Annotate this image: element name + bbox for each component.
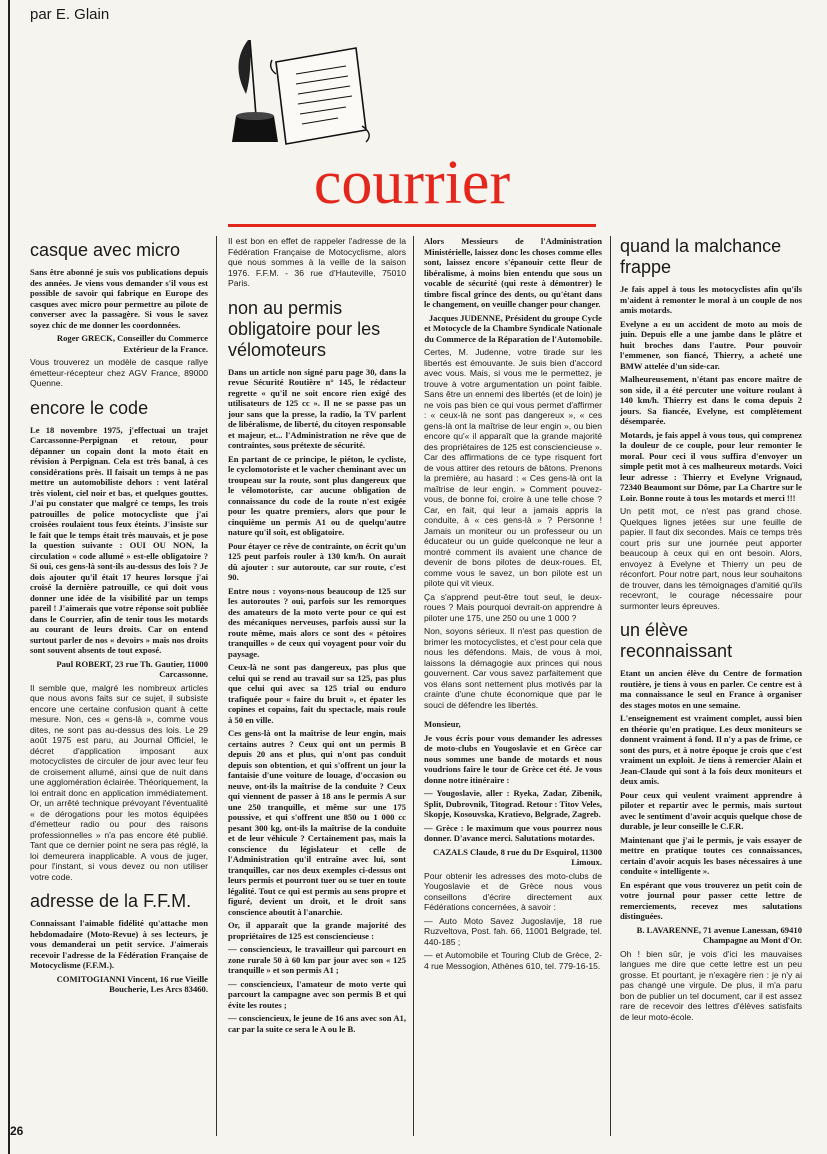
letter-text: Connaissant l'aimable fidélité qu'attache mon hebdomadaire (Moto-Revue) à ses lecteurs, je vous demanderai un petit service. J'aimerais recevoir l'adresse de la Fédération Française de Motocyclisme (F.F.M.). [30, 918, 208, 970]
page-number: 26 [10, 1124, 24, 1138]
letter-signature: Roger GRECK, Conseiller du Commerce Extérieur de la France. [56, 333, 208, 354]
letter-text: — Yougoslavie, aller : Ryeka, Zadar, Zibenik, Split, Dubrovnik, Titograd. Retour : Titov Veles, Skopje, Kosouvska, Kratievo, Belgrade, Zagreb. [424, 788, 602, 819]
letter-text: Or, il apparaît que la grande majorité des propriétaires de 125 est consciencieuse : [228, 920, 406, 941]
column-divider [610, 236, 611, 1136]
letter-text: Evelyne a eu un accident de moto au mois de juin. Depuis elle a une jambe dans le plâtre et huit broches dans l'autre. Pour pouvoir l'emmener, son fiancé, Thierry, a acheté une BMW attelée d'un side-car. [620, 318, 802, 371]
letter-signature: CAZALS Claude, 8 rue du Dr Esquirol, 11300 Limoux. [433, 846, 602, 867]
column-divider [413, 236, 414, 1136]
letter-text: — consciencieux, le jeune de 16 ans avec son A1, car par la suite ce sera le A ou le B. [228, 1013, 406, 1034]
letter-text: Ces gens-là ont la maîtrise de leur engin, mais certains autres ? Ceux qui ont un permis B depuis 20 ans et plus, qui n'ont pas conduit depuis son obtention, et qui s'offrent un jour la fantaisie d'une voiture de louage, d'occasion ou neuve, ont-ils la maîtrise de la conduite ? Ceux qui viennent de passer à 18 ans le permis A sur une 250 tranquille, et même sur une 175 poussive, et qui s'offrent une 850 ou 1 000 cc pesant 300 kg, ont-ils la maîtrise de la conduite et de leur véhicule ? Certainement pas, mais la conscience du législateur et celle de l'Administration qu'il entraîne avec lui, sont tranquilles, car nos deux exemples ci-dessus ont leurs permis et pourront tuer ou se tuer en toute légalité. Tout ce qui est permis au sens propre et figuré, devient un droit, et le droit sans conscience aboutit à l'anarchie. [228, 728, 406, 917]
editor-reply: Non, soyons sérieux. Il n'est pas question de brimer les motocyclistes, et c'est pour cela que nous les défendons. Mais, de vous à moi, laissons la démagogie aux princes qui nous gouvernent. Car vous savez parfaitement que vos élans sont nettement plus motivés par la crainte d'une chute économique que par le souci de défendre les libertés. [424, 626, 602, 710]
editor-reply: Il est bon en effet de rappeler l'adresse de la Fédération Française de Motocyclisme, alors que nous sommes à la veille de la saison 1976. F.F.M. - 36 rue d'Hauteville, 75010 Paris. [228, 236, 406, 288]
column-divider [216, 236, 217, 1136]
column-3 [424, 236, 602, 974]
heading-permis: non au permis obligatoire pour les vélomoteurs [228, 297, 381, 360]
letter-text: Pour étayer ce rêve de contrainte, on écrit qu'un 125 peut parfois rouler à 130 km/h. On aurait dû ajouter : sur autoroute, car sur route, c'est 90. [228, 540, 406, 582]
letter-text: Entre nous : voyons-nous beaucoup de 125 sur les autoroutes ? oui, parfois sur les remorques des amateurs de la moto verte pour ce qui est des mécaniques nerveuses, parfois aussi sur la route même, mais alors ce sont des « pétoires tranquilles » de ceux qui voyagent pour voir du paysage. [228, 585, 406, 659]
column-2 [228, 236, 406, 1037]
letter-text: L'enseignement est vraiment complet, aussi bien en théorie qu'en pratique. Les deux moniteurs se donnent vraiment à fond. Il n'y a pas de frime, ce sont des purs, et à notre époque je crois que c'est vraiment un exploit. Je tiens à remercier Alain et Jean-Claude qui sont à la fois deux moniteurs et deux amis. [620, 713, 802, 786]
heading-ffm: adresse de la F.F.M. [30, 891, 192, 911]
letter-text: Sans être abonné je suis vos publications depuis des années. Je viens vous demander s'il vous est possible de savoir qui fabrique en Europe des casques avec micro pour permettre au pilote de converser avec la passagère. Si vous le savez soyez chic de me donner les coordonnées. [30, 267, 208, 330]
letter-text: Alors Messieurs de l'Administration Ministérielle, laissez donc les choses comme elles sont, laissez encore s'épanouir cette fleur de libéralisme, à moins bien entendu que sous un vocable de sécurité (qui reste à démontrer) le timbre fiscal grince des dents, ou qu'étant dans le changement, on veuille changer pour changer. [424, 236, 602, 309]
masthead-rule [228, 224, 596, 227]
editor-reply: Ça s'apprend peut-être tout seul, le deux-roues ? Mais pourquoi devrait-on apprendre à piloter une 175, une 250 ou une 1 000 ? [424, 591, 602, 623]
letter-text: Je fais appel à tous les motocyclistes afin qu'ils m'aident à remonter le moral à un couple de nos amis motards. [620, 284, 802, 315]
letter-text: En partant de ce principe, le piéton, le cycliste, le cyclomotoriste et le vacher cheminant avec un troupeau sur la route, sont plus dangereux que le vélomotoriste, car aucune obligation de connaissance du code de la route n'est exigée pour les quatre premiers, alors que pour le cinquième un permis A1 ou de quelqu'autre nature qu'il soit, est obligatoire. [228, 453, 406, 537]
byline: par E. Glain [30, 6, 110, 23]
letter-text: En espérant que vous trouverez un petit coin de votre journal pour passer cette lettre de remerciements, recevez mes salutations distinguées. [620, 879, 802, 921]
left-margin-rule [8, 0, 10, 1154]
letter-text: — consciencieux, le travailleur qui parcourt en zone rurale 50 à 60 km par jour avec son « 125 tranquille » et son permis A1 ; [228, 944, 406, 975]
letter-text: — Grèce : le maximum que vous pourrez nous donner. D'avance merci. Salutations motardes. [424, 822, 602, 843]
letter-text: Pour ceux qui veulent vraiment apprendre à piloter et repartir avec le permis, mais surtout avec le sentiment d'avoir acquis quelque chose de durable, je leur conseille le C.F.R. [620, 789, 802, 831]
heading-eleve: un élève reconnaissant [620, 620, 733, 661]
letter-text: Dans un article non signé paru page 30, dans la revue Sécurité Routière n° 145, le rédacteur regrette « qu'il ne soit encore rien exigé des utilisateurs de 125 cc ». Il ne se passe pas un jour sans que la presse, la radio, la TV parlent de libéralisme, de liberté, du citoyen responsable et majeur, et... l'Administration ne rêve que de contraintes, sous prétexte de sécurité. [228, 366, 406, 450]
letter-signature: Paul ROBERT, 23 rue Th. Gautier, 11000 Carcassonne. [56, 658, 208, 679]
column-1 [30, 240, 208, 998]
letter-signature: B. LAVARENNE, 71 avenue Lanessan, 69410 Champagne au Mont d'Or. [636, 924, 802, 945]
letter-text: — consciencieux, l'amateur de moto verte qui parcourt la campagne avec son permis B et qui évite les routes ; [228, 978, 406, 1010]
letter-signature: Jacques JUDENNE, Président du groupe Cycle et Motocycle de la Chambre Syndicale Nationale du Commerce de la Réparation de l'Automobile. [424, 312, 602, 344]
letter-text: Le 18 novembre 1975, j'effectuai un trajet Carcassonne-Perpignan et retour, pour dépanner un copain dont la moto était en révision à Perpignan. Cela est très banal, à ces considérations près. Il faisait un temps à ne pas mettre un automobiliste dehors : vent latéral très violent, ciel noir et bas, et quelques gouttes. J'ai pu constater que malgré ce temps, les trois patrouilles de police motocycliste que j'ai croisées roulaient tous feux éteints. J'insiste sur le fait que le temps était très mauvais, et je pose la question suivante : OUI OU NON, la circulation « code allumé » est-elle obligatoire ? Si oui, ces gens-là sont-ils au-dessus des lois ? Je dois ajouter qu'il était 17 heures lorsque j'ai croisé la dernière patrouille, ce qui doit vous donner une idée de la visibilité par un temps pareil ! J'aimerais que votre réponse soit publiée dans le Courrier, afin de tenir tous les motards au courant de leurs droits. Car on entend surtout parler de nos « devoirs » mais nos droits sont souvent absents de tout exposé. [30, 424, 208, 655]
editor-reply: — Auto Moto Savez Jugoslavije, 18 rue Ruzveltova, Post. fah. 66, 11001 Belgrade, tel. 440-185 ; [424, 915, 602, 947]
heading-casque: casque avec micro [30, 240, 181, 260]
editor-reply: Oh ! bien sûr, je vois d'ici les mauvaises langues me dire que cette lettre est un peu grosse. Et pourtant, je n'exagère rien : je n'y ai pas changé une virgule. De plus, il m'a paru bon de publier un tel document, car il est assez rare de recevoir des lettres d'élèves satisfaits de leur moto-école. [620, 948, 802, 1022]
heading-malchance: quand la malchance frappe [620, 236, 782, 277]
masthead-title: courrier [313, 149, 511, 217]
heading-code: encore le code [30, 397, 149, 418]
letter-text: Malheureusement, n'étant pas encore maître de son side, il a été percuter une voiture roulant à 140 km/h. Thierry est dans le coma depuis 2 jours. Sa fiancée, Evelyne, est complètement désemparée. [620, 374, 802, 426]
column-4 [620, 236, 802, 1025]
editor-reply: Pour obtenir les adresses des moto-clubs de Yougoslavie et de Grèce nous vous conseillons d'écrire directement aux Fédérations concernées, à savoir : [424, 870, 602, 912]
editor-reply: Certes, M. Judenne, votre tirade sur les libertés est émouvante. Je suis bien d'accord avec vous. Mais, si vous me le permettez, je trouve à votre argumentation un point faible. Sans être un ennemi des libertés (et de loin) je ne vois pas bien ce qui vous permet d'affirmer : « ceux-là ne sont pas dangereux », « ces gens-là ont la maîtrise de leur engin », ou bien encore qu'« il apparaît que la grande majorité des propriétaires de 125 est consciencieuse ». Car des affirmations de ce type risquent fort de vous attirer des retours de bâtons. Prenons la première, au hasard : « Ces gens-là ont la maîtrise de leur engin. » Comment pouvez-vous, de bonne foi, croire à une telle chose ? Car, en fait, qui leur a jamais appris la conduite, à « ces gens-là » ? Personne ! Jamais un moniteur ou un professeur ou un éducateur ou un guide quelconque ne leur a montré comment ils avaient une chance de devenir de bons pilotes de deux-roues. Et, comme vous le savez, un bon pilote est un pilote qui vit vieux. [424, 347, 602, 588]
letter-signature: COMITOGIANNI Vincent, 16 rue Vieille Boucherie, Les Arcs 83460. [56, 973, 208, 994]
editor-reply: Un petit mot, ce n'est pas grand chose. Quelques lignes jetées sur une feuille de papier. Il faut dix secondes. Mais ce temps très court pris sur une journée peut apporter beaucoup à ceux qui en ont besoin. Alors, envoyez à Evelyne et Thierry un peu de réconfort. Pour notre part, nous leur souhaitons de trouver, dans les témoignages d'amitié qu'ils recevront, le courage nécessaire pour surmonter leurs épreuves. [620, 506, 802, 611]
editor-reply: Il semble que, malgré les nombreux articles que nous avons faits sur ce sujet, il subsiste encore une certaine confusion quant à cette mesure. Non, ces « gens-là », comme vous dites, ne sont pas au-dessus des lois. Le 29 août 1975 est paru, au Journal Officiel, le décret d'application imposant aux motocyclistes de circuler de jour avec leur feu de croisement allumé, ainsi que de nuit dans une agglomération éclairée. Théoriquement, la loi entrait donc en application immédiatement. Or, un arrêté technique prévoyant l'éventualité « de dérogations pour les motos équipées d'émetteur radio ou pour des raisons professionnelles » n'a pas encore été publié. Tant que ce dernier point ne sera pas réglé, la loi demeurera inapplicable. A vous de juger, pour l'instant, si vous devez ou non utiliser votre code. [30, 682, 208, 882]
letter-text: Ceux-là ne sont pas dangereux, pas plus que celui qui se rend au travail sur sa 125, pas plus que celui qui avec sa 125 trial ou enduro trafiquée pour « faire du bruit », et épater les copines et copains, fait du spectacle, mais roule à 50 en ville. [228, 662, 406, 725]
quill-and-letter-illustration [228, 34, 378, 152]
letter-text: Motards, je fais appel à vous tous, qui comprenez la douleur de ce couple, pour leur remonter le moral. Pour ceci il vous suffira d'envoyer un simple petit mot à ces malheureux motards. Voici leur adresse : Thierry et Evelyne Vrignaud, 72340 Beaumont sur Dôme, par La Chartre sur le Loir. Bonne route à tous les motards et merci !!! [620, 429, 802, 503]
letter-text: Je vous écris pour vous demander les adresses de moto-clubs en Yougoslavie et en Grèce car nous sommes une bande de motards et nous voudrions faire le tour de Grèce cet été. Je vous donne notre itinéraire : [424, 732, 602, 785]
letter-text: Maintenant que j'ai le permis, je vais essayer de mettre en pratique toutes ces connaissances, certain d'avoir acquis les bases nécessaires à une conduite « intelligente ». [620, 834, 802, 876]
editor-reply: — et Automobile et Touring Club de Grèce, 2-4 rue Messogion, Athènes 610, tel. 779-16-15. [424, 950, 602, 971]
letter-text: Etant un ancien élève du Centre de formation routière, je tiens à vous en parler. Ce centre est à ma connaissance le seul en France à organiser des stages motos en une semaine. [620, 668, 802, 710]
letter-salutation: Monsieur, [424, 719, 461, 729]
editor-reply: Vous trouverez un modèle de casque rallye émetteur-récepteur chez AGV France, 89000 Quenne. [30, 357, 208, 388]
